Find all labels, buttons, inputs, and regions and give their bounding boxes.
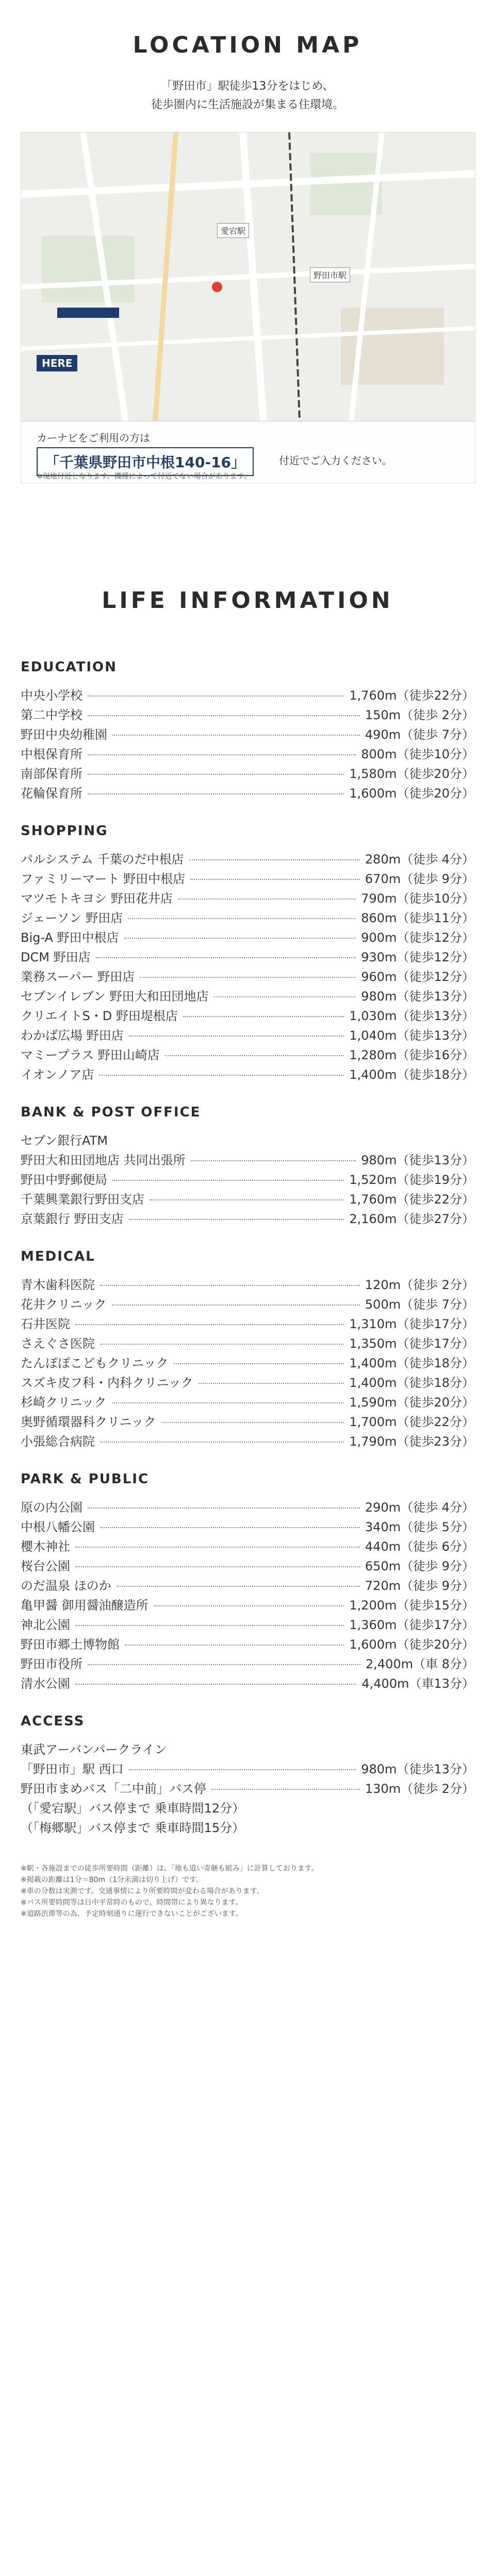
- facility-name: 野田市役所: [21, 1657, 82, 1671]
- leader-dots: [178, 899, 356, 900]
- atago-station-label: 愛宕駅: [217, 223, 249, 238]
- facility-row: [21, 783, 474, 803]
- facility-distance: 1,350m（徒歩17分）: [349, 1336, 474, 1351]
- facility-row: [21, 685, 474, 705]
- facility-distance: 1,760m（徒歩22分）: [349, 1192, 474, 1207]
- leader-dots: [165, 1055, 344, 1056]
- facility-name: 「野田市」駅 西口: [21, 1762, 124, 1776]
- leader-dots: [191, 1160, 356, 1161]
- facility-name: セブンイレブン 野田大和田団地店: [21, 989, 209, 1004]
- facility-row: [21, 1798, 474, 1818]
- facility-distance: 1,790m（徒歩23分）: [349, 1434, 474, 1449]
- carnav-address: 「千葉県野田市中根140-16」: [37, 447, 254, 476]
- facility-row: [21, 1209, 474, 1228]
- facility-name: クリエイトS・D 野田堤根店: [21, 1009, 178, 1023]
- here-marker: HERE: [37, 355, 77, 371]
- facility-row: [21, 1497, 474, 1517]
- facility-row: [21, 1778, 474, 1798]
- facility-distance: 1,590m（徒歩20分）: [349, 1395, 474, 1410]
- facility-name: ジェーソン 野田店: [21, 911, 123, 925]
- facility-row: [21, 1294, 474, 1314]
- facility-name: 杉崎クリニック: [21, 1395, 107, 1410]
- life-information-title: LIFE INFORMATION: [102, 587, 393, 614]
- leader-dots: [75, 1684, 356, 1685]
- facility-distance: 440m（徒歩 6分）: [365, 1539, 474, 1554]
- leader-dots: [112, 1304, 360, 1306]
- facility-distance: 860m（徒歩11分）: [361, 911, 474, 925]
- facility-distance: 120m（徒歩 2分）: [365, 1278, 474, 1292]
- facility-name: 原の内公園: [21, 1500, 82, 1515]
- facility-row: [21, 744, 474, 764]
- facility-row: [21, 1556, 474, 1575]
- facility-name: 清水公園: [21, 1676, 70, 1691]
- facility-list: [21, 1497, 474, 1693]
- facility-name: （「愛宕駅」バス停まで 乗車時間12分）: [21, 1801, 245, 1816]
- facility-row: [21, 1818, 474, 1837]
- leader-dots: [75, 1566, 360, 1567]
- leader-dots: [88, 1664, 360, 1665]
- leader-dots: [112, 1180, 344, 1181]
- facility-name: 野田大和田団地店 共同出張所: [21, 1153, 186, 1167]
- leader-dots: [75, 1547, 360, 1548]
- leader-dots: [125, 1645, 344, 1646]
- facility-name: のだ温泉 ほのか: [21, 1579, 111, 1593]
- facility-distance: 1,600m（徒歩20分）: [349, 1637, 474, 1652]
- facility-name: 東武アーバンパークライン: [21, 1742, 167, 1757]
- facility-row: [21, 1064, 474, 1084]
- facility-name: 櫻木神社: [21, 1539, 70, 1554]
- facility-name: 千葉興業銀行野田支店: [21, 1192, 144, 1207]
- leader-dots: [88, 793, 344, 794]
- facility-name: 花輪保育所: [21, 786, 82, 801]
- category-heading: EDUCATION: [21, 659, 117, 675]
- life-notes: [21, 1863, 474, 1920]
- life-note-line: ※バス所要時間等は日中平常時のもので、時間帯により異なります。: [21, 1899, 243, 1907]
- facility-distance: 1,040m（徒歩13分）: [349, 1028, 474, 1043]
- facility-name: イオンノア店: [21, 1067, 94, 1082]
- leader-dots: [117, 1586, 360, 1587]
- leader-dots: [129, 1219, 344, 1220]
- facility-row: [21, 1634, 474, 1654]
- facility-distance: 800m（徒歩10分）: [361, 747, 474, 761]
- facility-distance: 670m（徒歩 9分）: [365, 872, 474, 886]
- facility-row: [21, 986, 474, 1006]
- facility-row: [21, 908, 474, 927]
- leader-dots: [88, 754, 356, 755]
- leader-dots: [174, 1363, 344, 1364]
- leader-dots: [214, 996, 356, 997]
- leader-dots: [112, 1402, 344, 1403]
- facility-row: [21, 1150, 474, 1170]
- category-heading: BANK & POST OFFICE: [21, 1105, 201, 1120]
- carnav-box: [21, 421, 475, 483]
- facility-row: [21, 1333, 474, 1353]
- facility-row: [21, 1615, 474, 1634]
- facility-name: 野田中野郵便局: [21, 1173, 107, 1187]
- facility-distance: 1,400m（徒歩18分）: [349, 1356, 474, 1370]
- leader-dots: [88, 774, 344, 775]
- facility-row: [21, 1189, 474, 1209]
- facility-name: Big-A 野田中根店: [21, 930, 119, 945]
- facility-distance: 1,030m（徒歩13分）: [349, 1009, 474, 1023]
- facility-distance: 930m（徒歩12分）: [361, 950, 474, 964]
- leader-dots: [100, 1527, 360, 1528]
- leader-dots: [189, 859, 360, 860]
- leader-dots: [88, 715, 360, 716]
- facility-row: [21, 764, 474, 783]
- facility-row: [21, 1353, 474, 1372]
- facility-distance: 650m（徒歩 9分）: [365, 1559, 474, 1573]
- facility-distance: 900m（徒歩12分）: [361, 930, 474, 945]
- facility-row: [21, 1170, 474, 1189]
- facility-row: [21, 1412, 474, 1431]
- leader-dots: [100, 1285, 360, 1286]
- facility-row: [21, 1575, 474, 1595]
- facility-row: [21, 1025, 474, 1045]
- facility-distance: 2,160m（徒歩27分）: [349, 1212, 474, 1226]
- facility-name: 石井医院: [21, 1317, 70, 1331]
- leader-dots: [129, 1036, 344, 1037]
- facility-list: [21, 685, 474, 803]
- leader-dots: [150, 1199, 344, 1200]
- facility-distance: 1,280m（徒歩16分）: [349, 1048, 474, 1062]
- facility-distance: 720m（徒歩 9分）: [365, 1579, 474, 1593]
- facility-name: 桜台公園: [21, 1559, 70, 1573]
- facility-distance: 150m（徒歩 2分）: [365, 708, 474, 722]
- facility-name: さえぐさ医院: [21, 1336, 95, 1351]
- facility-row: [21, 849, 474, 869]
- facility-name: 中央小学校: [21, 688, 82, 703]
- facility-list: [21, 849, 474, 1084]
- facility-row: [21, 1536, 474, 1556]
- facility-name: 業務スーパー 野田店: [21, 970, 135, 984]
- facility-name: 中根保育所: [21, 747, 82, 761]
- facility-distance: 960m（徒歩12分）: [361, 970, 474, 984]
- leader-dots: [96, 957, 356, 958]
- facility-name: ファミリーマート 野田中根店: [21, 872, 186, 886]
- facility-name: 野田中央幼稚園: [21, 727, 107, 742]
- facility-row: [21, 1517, 474, 1536]
- facility-row: [21, 927, 474, 947]
- noda-station-label: 野田市駅: [310, 267, 350, 282]
- location-lead-line: 徒歩圏内に生活施設が集まる住環境。: [151, 98, 344, 111]
- facility-distance: 980m（徒歩13分）: [361, 1762, 474, 1776]
- facility-name: 京葉銀行 野田支店: [21, 1212, 124, 1226]
- facility-distance: 1,200m（徒歩15分）: [349, 1598, 474, 1613]
- facility-row: [21, 1431, 474, 1451]
- facility-distance: 980m（徒歩13分）: [361, 1153, 474, 1167]
- facility-distance: 500m（徒歩 7分）: [365, 1297, 474, 1312]
- life-note-line: ※掲載の距離は1分＝80m（1分未満は切り上げ）です。: [21, 1876, 203, 1884]
- facility-name: マツモトキヨシ 野田花井店: [21, 891, 173, 906]
- facility-row: [21, 1275, 474, 1294]
- facility-name: （「梅郷駅」バス停まで 乗車時間15分）: [21, 1821, 245, 1835]
- facility-name: 奥野循環器科クリニック: [21, 1415, 156, 1429]
- facility-name: マミープラス 野田山崎店: [21, 1048, 160, 1062]
- facility-distance: 790m（徒歩10分）: [361, 891, 474, 906]
- carnav-note: ※現地付近となります。機種によって付近でない場合があります。: [37, 472, 251, 481]
- leader-dots: [75, 1625, 344, 1626]
- life-note-line: ※車の分数は実測です。交通事情により所要時間が変わる場合があります。: [21, 1887, 264, 1895]
- facility-name: 花井クリニック: [21, 1297, 107, 1312]
- facility-distance: 980m（徒歩13分）: [361, 989, 474, 1004]
- facility-row: [21, 947, 474, 967]
- leader-dots: [161, 1422, 344, 1423]
- facility-row: [21, 724, 474, 744]
- facility-row: [21, 1006, 474, 1025]
- category-heading: PARK & PUBLIC: [21, 1471, 150, 1487]
- facility-name: 野田市まめバス「二中前」バス停: [21, 1782, 206, 1796]
- facility-distance: 4,400m（車13分）: [361, 1676, 474, 1691]
- facility-row: [21, 967, 474, 986]
- leader-dots: [211, 1789, 360, 1790]
- facility-distance: 1,700m（徒歩22分）: [349, 1415, 474, 1429]
- facility-row: [21, 1739, 474, 1759]
- facility-row: [21, 1130, 474, 1150]
- facility-name: 小張総合病院: [21, 1434, 95, 1449]
- facility-distance: 1,310m（徒歩17分）: [349, 1317, 474, 1331]
- leader-dots: [99, 1075, 344, 1076]
- facility-list: [21, 1739, 474, 1837]
- facility-row: [21, 1759, 474, 1778]
- leader-dots: [199, 1383, 344, 1384]
- facility-name: 神北公園: [21, 1618, 70, 1632]
- category-heading: SHOPPING: [21, 823, 108, 839]
- facility-distance: 1,760m（徒歩22分）: [349, 688, 474, 703]
- facility-name: わかば広場 野田店: [21, 1028, 124, 1043]
- facility-distance: 280m（徒歩 4分）: [365, 852, 474, 867]
- facility-row: [21, 1673, 474, 1693]
- facility-row: [21, 1595, 474, 1615]
- facility-list: [21, 1130, 474, 1228]
- leader-dots: [140, 977, 356, 978]
- facility-distance: 1,580m（徒歩20分）: [349, 767, 474, 781]
- facility-name: たんぽぽこどもクリニック: [21, 1356, 169, 1370]
- carnav-text: カーナビをご利用の方は: [37, 432, 150, 444]
- leader-dots: [128, 918, 356, 919]
- facility-distance: 130m（徒歩 2分）: [365, 1782, 474, 1796]
- leader-dots: [112, 735, 360, 736]
- facility-name: DCM 野田店: [21, 950, 91, 964]
- leader-dots: [75, 1324, 344, 1325]
- facility-distance: 1,520m（徒歩19分）: [349, 1173, 474, 1187]
- facility-distance: 340m（徒歩 5分）: [365, 1520, 474, 1534]
- category-heading: ACCESS: [21, 1714, 85, 1729]
- facility-name: 亀甲醤 御用醤油醸造所: [21, 1598, 148, 1613]
- facility-name: スズキ皮フ科・内科クリニック: [21, 1376, 193, 1390]
- facility-row: [21, 1045, 474, 1064]
- facility-list: [21, 1275, 474, 1451]
- facility-distance: 490m（徒歩 7分）: [365, 727, 474, 742]
- facility-name: 青木歯科医院: [21, 1278, 95, 1292]
- facility-row: [21, 1314, 474, 1333]
- facility-name: セブン銀行ATM: [21, 1133, 108, 1148]
- facility-name: 南部保育所: [21, 767, 82, 781]
- leader-dots: [124, 938, 356, 939]
- facility-name: パルシステム 千葉のだ中根店: [21, 852, 184, 867]
- facility-row: [21, 1392, 474, 1412]
- life-note-line: ※道路渋滞等の為、予定時刻通りに運行できないことがございます。: [21, 1910, 243, 1918]
- facility-row: [21, 1372, 474, 1392]
- leader-dots: [88, 1507, 360, 1509]
- leader-dots: [129, 1769, 356, 1770]
- facility-distance: 1,600m（徒歩20分）: [349, 786, 474, 801]
- leader-dots: [190, 879, 360, 880]
- facility-name: 野田市郷土博物館: [21, 1637, 120, 1652]
- location-lead: [0, 77, 495, 114]
- leader-dots: [154, 1605, 344, 1606]
- facility-name: 中根八幡公園: [21, 1520, 95, 1534]
- location-map-title: LOCATION MAP: [133, 32, 362, 58]
- leader-dots: [88, 696, 344, 697]
- facility-distance: 1,360m（徒歩17分）: [349, 1618, 474, 1632]
- location-map[interactable]: [21, 132, 475, 483]
- carnav-suffix: 付近でご入力ください。: [279, 454, 392, 467]
- category-heading: MEDICAL: [21, 1249, 95, 1264]
- facility-row: [21, 1654, 474, 1673]
- leader-dots: [100, 1344, 344, 1345]
- leader-dots: [183, 1016, 344, 1017]
- facility-row: [21, 869, 474, 888]
- facility-row: [21, 888, 474, 908]
- location-lead-line: 「野田市」駅徒歩13分をはじめ、: [161, 80, 334, 93]
- life-note-line: ※駅・各施設までの徒歩所要時間（距離）は、「地も道い寄継も組み」に計算しております。: [21, 1865, 319, 1873]
- facility-distance: 1,400m（徒歩18分）: [349, 1067, 474, 1082]
- facility-name: 第二中学校: [21, 708, 82, 722]
- facility-distance: 2,400m（車 8分）: [366, 1657, 474, 1671]
- facility-distance: 1,400m（徒歩18分）: [349, 1376, 474, 1390]
- leader-dots: [100, 1442, 344, 1443]
- facility-row: [21, 705, 474, 724]
- facility-distance: 290m（徒歩 4分）: [365, 1500, 474, 1515]
